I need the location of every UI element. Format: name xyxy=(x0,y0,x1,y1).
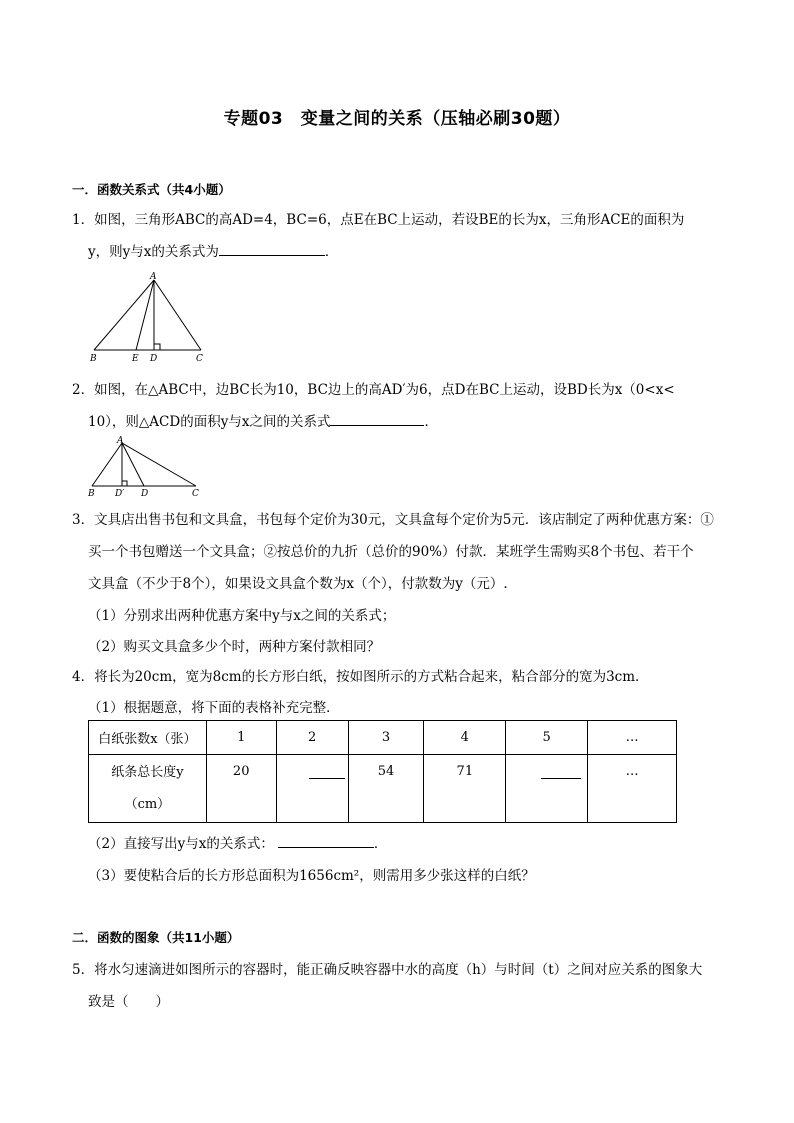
row2-cell: … xyxy=(588,755,677,823)
q1-right-angle-mark xyxy=(154,344,160,350)
q1-triangle-figure xyxy=(86,270,216,362)
row2-cell: 20 xyxy=(206,755,276,823)
row2-header-line1: 纸条总长度y xyxy=(111,764,184,780)
q2-label-b: B xyxy=(88,489,95,498)
row1-cell: 2 xyxy=(276,721,348,755)
q4-answer-blank xyxy=(278,833,374,848)
q2-label-d1: D′ xyxy=(115,489,125,498)
q4-data-table xyxy=(88,720,677,823)
table-row xyxy=(89,721,677,755)
q2-right-angle-mark xyxy=(122,481,127,486)
row2-cell: 71 xyxy=(424,755,506,823)
q1-answer-blank xyxy=(219,241,325,256)
q3-line2: 买一个书包赠送一个文具盒；②按总价的九折（总价的90%）付款．某班学生需购买8个书包、若干个 xyxy=(88,544,694,560)
q2-label-d: D xyxy=(141,489,149,498)
q2-answer-blank xyxy=(330,411,424,426)
row2-cell: 54 xyxy=(348,755,424,823)
q2-line1: 2．如图，在△ABC中，边BC长为10，BC边上的高AD′为6，点D在BC上运动，设BD长为x（0<x< xyxy=(72,382,675,398)
q3-sub2: （2）购买文具盒多少个时，两种方案付款相同？ xyxy=(88,639,381,655)
q4-line1: 4．将长为20cm，宽为8cm的长方形白纸，按如图所示的方式粘合起来，粘合部分的宽为3cm． xyxy=(72,669,649,685)
q1-label-d: D xyxy=(150,354,158,362)
q2-label-c: C xyxy=(192,489,199,498)
q4-sub2 xyxy=(88,832,387,852)
section-heading-1: 一．函数关系式（共4小题） xyxy=(72,182,231,197)
q2-line2-end: ． xyxy=(424,414,438,430)
row2-blank-cell xyxy=(276,755,348,823)
q1-line2-text: y，则y与x的关系式为 xyxy=(88,244,219,260)
row2-blank-cell xyxy=(506,755,588,823)
q1-label-a: A xyxy=(150,272,157,282)
q1-line2 xyxy=(88,240,338,260)
q4-sub3: （3）要使粘合后的长方形总面积为1656cm²，则需用多少张这样的白纸？ xyxy=(88,868,535,884)
q3-line1: 3．文具店出售书包和文具盒，书包每个定价为30元，文具盒每个定价为5元．该店制定了两种优惠方案：① xyxy=(72,512,714,528)
q5-line2: 致是（ ） xyxy=(88,994,169,1010)
section-heading-2: 二．函数的图象（共11小题） xyxy=(72,930,240,945)
q4-sub2-text: （2）直接写出y与x的关系式： xyxy=(88,836,274,852)
q1-line1: 1．如图，三角形ABC的高AD=4，BC=6，点E在BC上运动，若设BE的长为x，三角形ACE的面积为 xyxy=(72,212,685,228)
q4-sub2-end: ． xyxy=(373,836,388,852)
q1-edge-ac xyxy=(154,280,201,350)
q2-triangle-figure xyxy=(86,436,206,498)
q1-label-b: B xyxy=(90,354,97,362)
q3-sub1: （1）分别求出两种优惠方案中y与x之间的关系式； xyxy=(88,608,396,624)
q2-line2-text: 10），则△ACD的面积y与x之间的关系式 xyxy=(88,414,331,430)
q2-label-a: A xyxy=(117,436,124,446)
table-row xyxy=(89,755,677,823)
row1-cell: … xyxy=(588,721,677,755)
q1-label-c: C xyxy=(196,354,203,362)
row2-answer-blank xyxy=(309,764,345,779)
q2-line2 xyxy=(88,410,438,430)
q1-label-e: E xyxy=(132,354,139,362)
row1-cell: 3 xyxy=(348,721,424,755)
q1-line2-end: ． xyxy=(324,244,339,260)
row1-cell: 1 xyxy=(206,721,276,755)
row2-answer-blank xyxy=(541,764,581,779)
q5-line1: 5．将水匀速滴进如图所示的容器时，能正确反映容器中水的高度（h）与时间（t）之间对应关系的图象大 xyxy=(72,962,703,978)
q2-edge-ab xyxy=(92,443,122,486)
row1-cell: 5 xyxy=(506,721,588,755)
row1-cell: 4 xyxy=(424,721,506,755)
row2-header-cell xyxy=(89,755,207,823)
q3-line3: 文具盒（不少于8个），如果设文具盒个数为x（个），付款数为y（元）. xyxy=(88,576,508,592)
page-title: 专题03 变量之间的关系（压轴必刷30题） xyxy=(223,109,571,129)
row1-header-cell: 白纸张数x（张） xyxy=(89,721,207,755)
row2-header-line2: （cm） xyxy=(124,796,171,812)
q4-sub1: （1）根据题意，将下面的表格补充完整． xyxy=(88,700,340,716)
